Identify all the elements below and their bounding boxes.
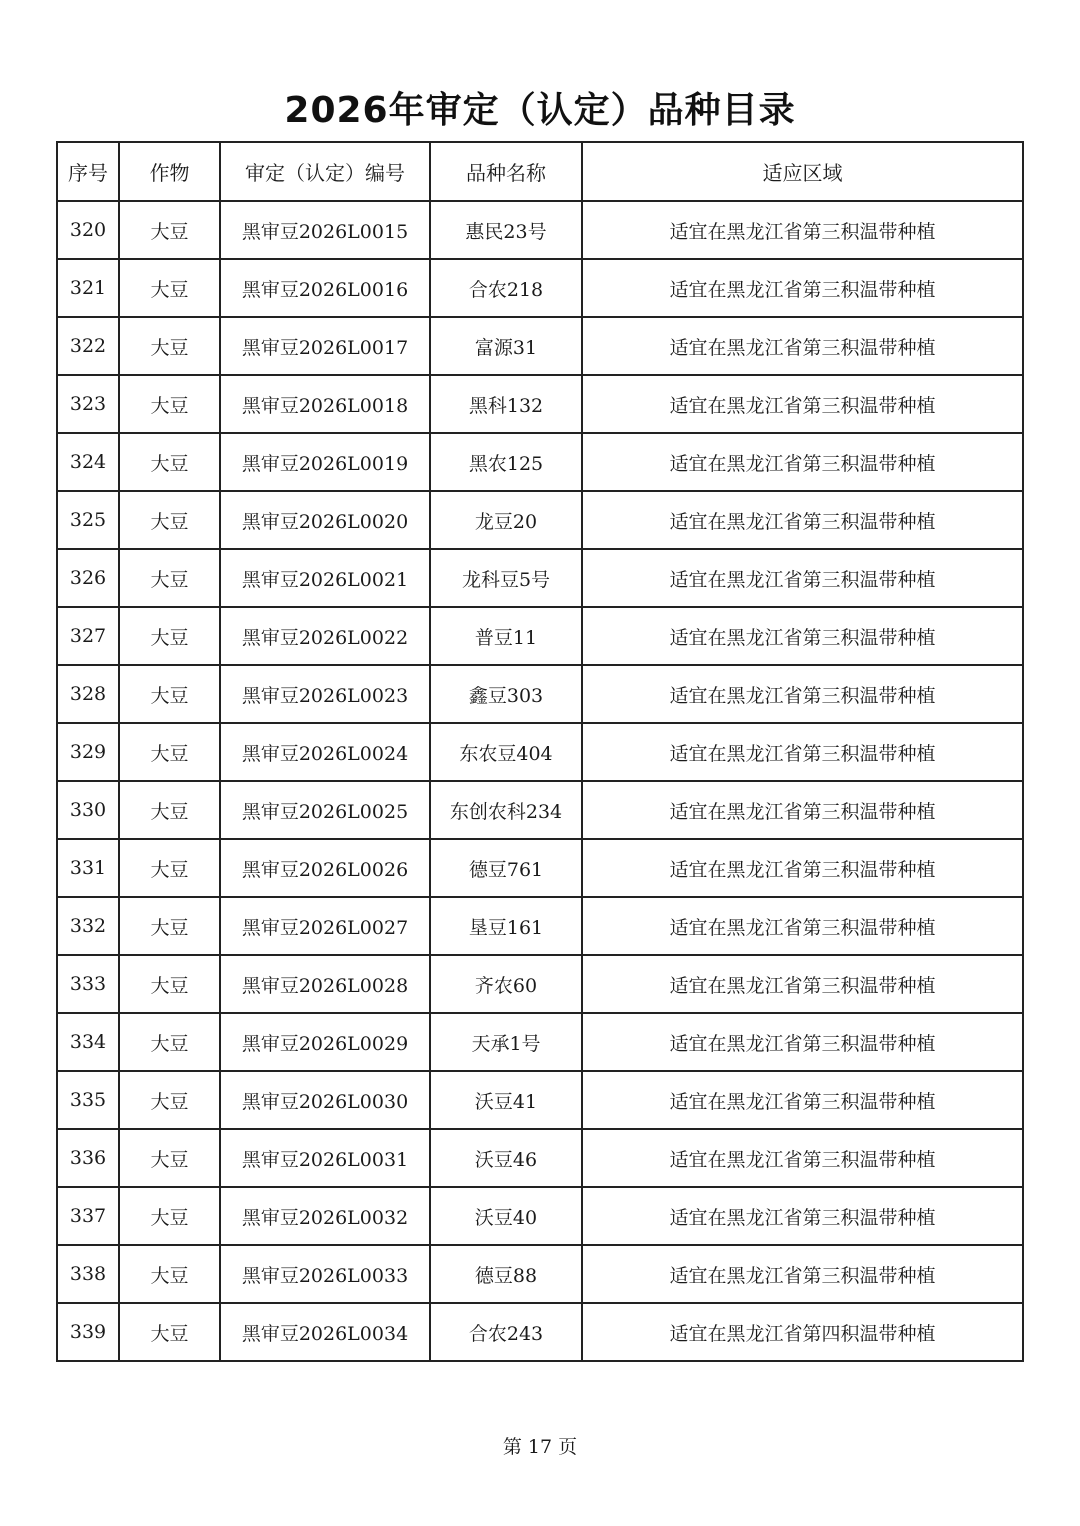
row-adaptation-region: 适宜在黑龙江省第三积温带种植 (582, 781, 1023, 839)
row-crop: 大豆 (119, 1071, 220, 1129)
table-row (57, 375, 1023, 433)
row-variety-name: 龙科豆5号 (430, 549, 582, 607)
row-variety-name: 齐农60 (430, 955, 582, 1013)
row-variety-name: 东农豆404 (430, 723, 582, 781)
table-row (57, 549, 1023, 607)
row-index: 337 (57, 1187, 119, 1245)
variety-catalog-table (56, 141, 1024, 1362)
table-header-row (57, 142, 1023, 201)
row-crop: 大豆 (119, 839, 220, 897)
row-index: 333 (57, 955, 119, 1013)
row-index: 320 (57, 201, 119, 259)
table-row (57, 259, 1023, 317)
row-variety-name: 鑫豆303 (430, 665, 582, 723)
row-variety-name: 惠民23号 (430, 201, 582, 259)
row-crop: 大豆 (119, 433, 220, 491)
row-crop: 大豆 (119, 1187, 220, 1245)
row-approval-number: 黑审豆2026L0025 (220, 781, 430, 839)
table-row (57, 1303, 1023, 1361)
row-index: 328 (57, 665, 119, 723)
row-adaptation-region: 适宜在黑龙江省第三积温带种植 (582, 1245, 1023, 1303)
row-variety-name: 龙豆20 (430, 491, 582, 549)
row-index: 323 (57, 375, 119, 433)
row-adaptation-region: 适宜在黑龙江省第三积温带种植 (582, 955, 1023, 1013)
row-adaptation-region: 适宜在黑龙江省第三积温带种植 (582, 1187, 1023, 1245)
row-adaptation-region: 适宜在黑龙江省第三积温带种植 (582, 897, 1023, 955)
row-approval-number: 黑审豆2026L0023 (220, 665, 430, 723)
row-index: 336 (57, 1129, 119, 1187)
page-number: 第 17 页 (502, 1436, 578, 1458)
row-variety-name: 天承1号 (430, 1013, 582, 1071)
row-variety-name: 合农243 (430, 1303, 582, 1361)
row-adaptation-region: 适宜在黑龙江省第三积温带种植 (582, 201, 1023, 259)
row-index: 330 (57, 781, 119, 839)
table-row (57, 723, 1023, 781)
row-adaptation-region: 适宜在黑龙江省第三积温带种植 (582, 607, 1023, 665)
row-index: 326 (57, 549, 119, 607)
row-adaptation-region: 适宜在黑龙江省第三积温带种植 (582, 1071, 1023, 1129)
row-approval-number: 黑审豆2026L0034 (220, 1303, 430, 1361)
row-variety-name: 东创农科234 (430, 781, 582, 839)
row-approval-number: 黑审豆2026L0016 (220, 259, 430, 317)
row-crop: 大豆 (119, 549, 220, 607)
row-crop: 大豆 (119, 723, 220, 781)
row-index: 335 (57, 1071, 119, 1129)
row-crop: 大豆 (119, 1129, 220, 1187)
row-adaptation-region: 适宜在黑龙江省第三积温带种植 (582, 1129, 1023, 1187)
row-approval-number: 黑审豆2026L0017 (220, 317, 430, 375)
row-adaptation-region: 适宜在黑龙江省第三积温带种植 (582, 317, 1023, 375)
header-variety-name: 品种名称 (430, 142, 582, 201)
page-title: 2026年审定（认定）品种目录 (284, 90, 796, 131)
row-approval-number: 黑审豆2026L0031 (220, 1129, 430, 1187)
row-variety-name: 普豆11 (430, 607, 582, 665)
row-crop: 大豆 (119, 201, 220, 259)
row-index: 332 (57, 897, 119, 955)
row-crop: 大豆 (119, 491, 220, 549)
row-approval-number: 黑审豆2026L0020 (220, 491, 430, 549)
header-adaptation-region: 适应区域 (582, 142, 1023, 201)
table-row (57, 897, 1023, 955)
row-index: 329 (57, 723, 119, 781)
row-approval-number: 黑审豆2026L0030 (220, 1071, 430, 1129)
table-row (57, 491, 1023, 549)
table-row (57, 955, 1023, 1013)
row-crop: 大豆 (119, 955, 220, 1013)
row-adaptation-region: 适宜在黑龙江省第三积温带种植 (582, 433, 1023, 491)
row-crop: 大豆 (119, 1245, 220, 1303)
row-index: 331 (57, 839, 119, 897)
table-row (57, 665, 1023, 723)
row-crop: 大豆 (119, 259, 220, 317)
table-row (57, 1013, 1023, 1071)
row-variety-name: 富源31 (430, 317, 582, 375)
table-row (57, 1245, 1023, 1303)
row-variety-name: 黑农125 (430, 433, 582, 491)
row-index: 322 (57, 317, 119, 375)
row-approval-number: 黑审豆2026L0024 (220, 723, 430, 781)
table-row (57, 781, 1023, 839)
row-index: 324 (57, 433, 119, 491)
row-variety-name: 德豆761 (430, 839, 582, 897)
table-row (57, 607, 1023, 665)
row-crop: 大豆 (119, 781, 220, 839)
row-variety-name: 垦豆161 (430, 897, 582, 955)
row-index: 321 (57, 259, 119, 317)
row-adaptation-region: 适宜在黑龙江省第三积温带种植 (582, 259, 1023, 317)
row-adaptation-region: 适宜在黑龙江省第三积温带种植 (582, 375, 1023, 433)
row-adaptation-region: 适宜在黑龙江省第三积温带种植 (582, 723, 1023, 781)
row-adaptation-region: 适宜在黑龙江省第三积温带种植 (582, 549, 1023, 607)
row-approval-number: 黑审豆2026L0021 (220, 549, 430, 607)
row-index: 334 (57, 1013, 119, 1071)
row-approval-number: 黑审豆2026L0015 (220, 201, 430, 259)
row-approval-number: 黑审豆2026L0022 (220, 607, 430, 665)
table-row (57, 201, 1023, 259)
row-variety-name: 沃豆41 (430, 1071, 582, 1129)
row-approval-number: 黑审豆2026L0018 (220, 375, 430, 433)
row-variety-name: 德豆88 (430, 1245, 582, 1303)
row-adaptation-region: 适宜在黑龙江省第三积温带种植 (582, 839, 1023, 897)
row-approval-number: 黑审豆2026L0019 (220, 433, 430, 491)
row-approval-number: 黑审豆2026L0029 (220, 1013, 430, 1071)
row-approval-number: 黑审豆2026L0027 (220, 897, 430, 955)
row-crop: 大豆 (119, 607, 220, 665)
row-crop: 大豆 (119, 375, 220, 433)
table-row (57, 433, 1023, 491)
row-index: 338 (57, 1245, 119, 1303)
header-index: 序号 (57, 142, 119, 201)
row-index: 325 (57, 491, 119, 549)
table-row (57, 1071, 1023, 1129)
row-index: 339 (57, 1303, 119, 1361)
row-crop: 大豆 (119, 317, 220, 375)
row-adaptation-region: 适宜在黑龙江省第四积温带种植 (582, 1303, 1023, 1361)
table-row (57, 839, 1023, 897)
row-crop: 大豆 (119, 1303, 220, 1361)
row-approval-number: 黑审豆2026L0028 (220, 955, 430, 1013)
table-row (57, 1187, 1023, 1245)
row-adaptation-region: 适宜在黑龙江省第三积温带种植 (582, 665, 1023, 723)
row-index: 327 (57, 607, 119, 665)
row-approval-number: 黑审豆2026L0033 (220, 1245, 430, 1303)
row-variety-name: 合农218 (430, 259, 582, 317)
row-crop: 大豆 (119, 897, 220, 955)
row-variety-name: 黑科132 (430, 375, 582, 433)
row-approval-number: 黑审豆2026L0026 (220, 839, 430, 897)
table-row (57, 1129, 1023, 1187)
row-adaptation-region: 适宜在黑龙江省第三积温带种植 (582, 491, 1023, 549)
row-crop: 大豆 (119, 1013, 220, 1071)
row-variety-name: 沃豆46 (430, 1129, 582, 1187)
header-crop: 作物 (119, 142, 220, 201)
row-crop: 大豆 (119, 665, 220, 723)
row-adaptation-region: 适宜在黑龙江省第三积温带种植 (582, 1013, 1023, 1071)
header-approval-number: 审定（认定）编号 (220, 142, 430, 201)
row-variety-name: 沃豆40 (430, 1187, 582, 1245)
table-row (57, 317, 1023, 375)
row-approval-number: 黑审豆2026L0032 (220, 1187, 430, 1245)
